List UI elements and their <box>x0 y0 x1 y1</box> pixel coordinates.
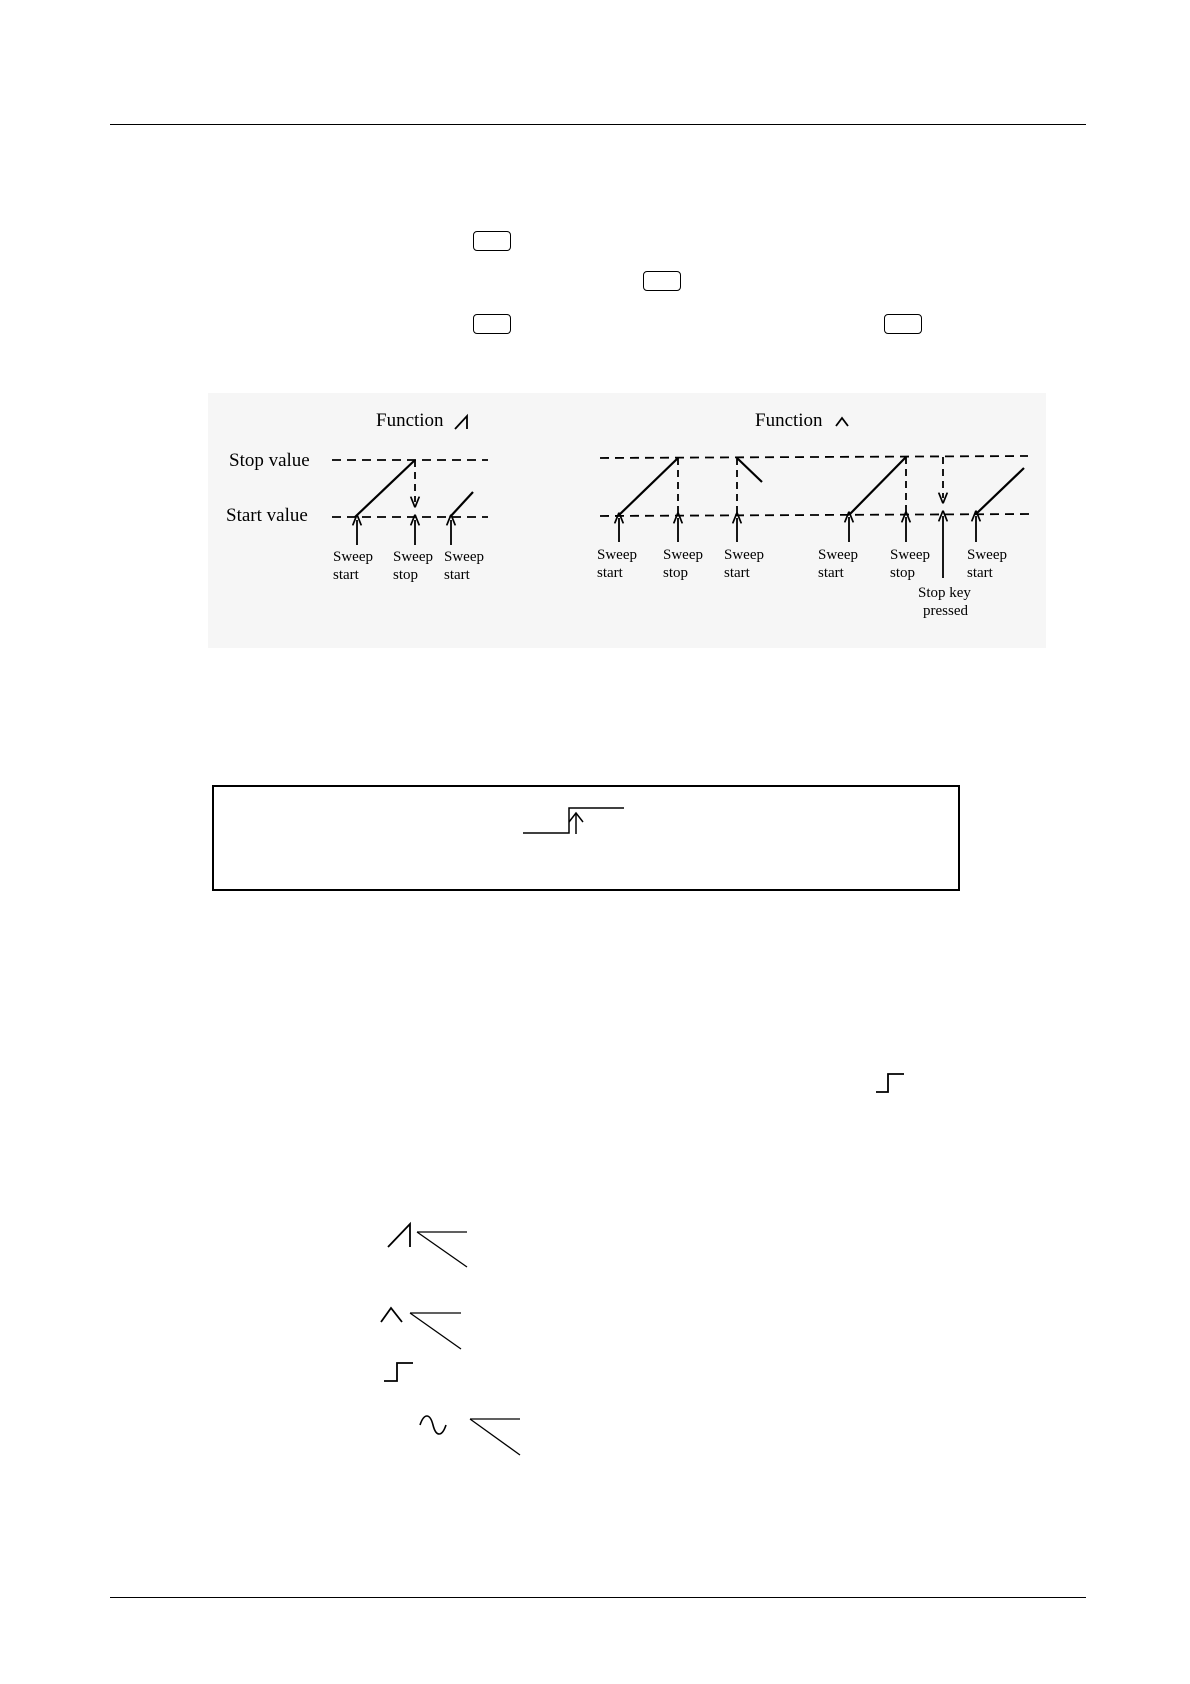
left-restart-ramp <box>450 492 473 517</box>
left-label-1b: start <box>333 567 359 583</box>
right-label-2a: Sweep <box>663 547 703 563</box>
left-function-title: Function <box>376 410 444 431</box>
sweep-diagram <box>0 0 1190 680</box>
stop-value-label: Stop value <box>229 450 310 471</box>
start-value-label: Start value <box>226 505 308 526</box>
left-label-3a: Sweep <box>444 549 484 565</box>
right-label-4a: Sweep <box>818 547 858 563</box>
right-ramp-3 <box>976 468 1024 514</box>
left-label-2b: stop <box>393 567 419 583</box>
stop-key-label-1: Stop key <box>918 585 971 601</box>
right-fall <box>737 458 762 482</box>
right-label-1a: Sweep <box>597 547 637 563</box>
right-stop-level <box>600 456 1028 458</box>
right-label-6a: Sweep <box>967 547 1007 563</box>
right-label-3a: Sweep <box>724 547 764 563</box>
right-label-5a: Sweep <box>890 547 930 563</box>
left-label-3b: start <box>444 567 470 583</box>
stop-key-label-2: pressed <box>923 603 968 619</box>
right-ramp-2 <box>849 457 906 515</box>
left-sweep-labels <box>333 549 484 583</box>
triangle-icon <box>836 418 848 426</box>
triangle-icon <box>378 1300 468 1360</box>
right-label-2b: stop <box>663 565 689 581</box>
right-label-1b: start <box>597 565 623 581</box>
ramp-icon <box>385 1220 475 1282</box>
right-sweep-labels <box>597 547 1007 619</box>
step-icon <box>381 1359 417 1385</box>
right-ramp-1 <box>618 458 678 516</box>
right-label-3b: start <box>724 565 750 581</box>
footer-rule <box>110 1597 1086 1598</box>
right-label-5b: stop <box>890 565 916 581</box>
left-label-2a: Sweep <box>393 549 433 565</box>
step-icon <box>874 1070 906 1096</box>
left-label-1a: Sweep <box>333 549 373 565</box>
right-start-level <box>600 514 1030 516</box>
right-function-title: Function <box>755 410 823 431</box>
sine-icon <box>414 1413 524 1463</box>
right-label-6b: start <box>967 565 993 581</box>
ramp-icon <box>455 416 467 429</box>
right-label-4b: start <box>818 565 844 581</box>
left-ramp-line <box>355 460 415 517</box>
step-with-pointer-icon <box>520 800 630 848</box>
